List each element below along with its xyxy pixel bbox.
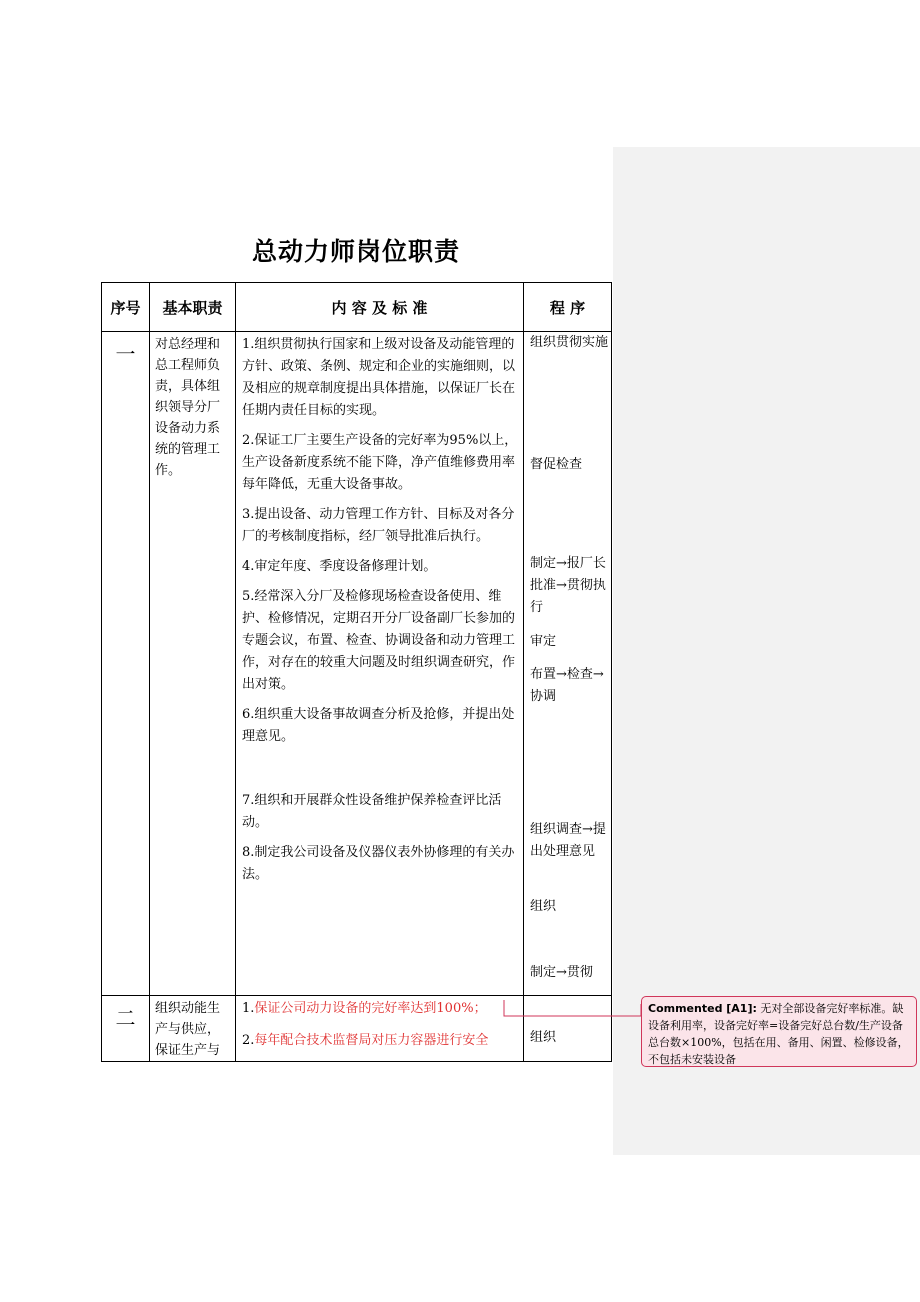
- list-item: 1.组织贯彻执行国家和上级对设备及动能管理的方针、政策、条例、规定和企业的实施细则，以及相应的规章制度提出具体措施，以保证厂长在任期内责任目标的实现。: [242, 337, 516, 418]
- procedure-text: 组织调查→提出处理意见: [530, 822, 606, 859]
- row-number: 一: [115, 342, 136, 366]
- table-row: [102, 996, 612, 1062]
- list-item: 2.保证工厂主要生产设备的完好率为95%以上，生产设备新度系统不能下降，净产值维修费用率每年降低，无重大设备事故。: [242, 433, 518, 492]
- content-cell: [236, 996, 524, 1062]
- duty-cell: [150, 996, 236, 1062]
- duty-table: [101, 282, 612, 1062]
- header-procedure: 程 序: [524, 283, 612, 332]
- list-item: 3.提出设备、动力管理工作方针、目标及对各分厂的考核制度指标，经厂领导批准后执行。: [242, 507, 515, 544]
- procedure-text: 组织: [530, 1030, 557, 1045]
- page-title: 总动力师岗位职责: [251, 237, 460, 266]
- procedure-text: 布置→检查→协调: [530, 667, 604, 704]
- row-number-cell: [102, 996, 150, 1062]
- list-item: 7.组织和开展群众性设备维护保养检查评比活动。: [242, 793, 502, 830]
- list-item: 8.制定我公司设备及仪器仪表外协修理的有关办法。: [242, 845, 515, 882]
- row-number: 二: [115, 1006, 136, 1030]
- header-no: 序号: [102, 283, 150, 332]
- list-item: 2.每年配合技术监督局对压力容器进行安全: [242, 1033, 489, 1048]
- content-cell: [236, 332, 524, 996]
- table-row: [102, 332, 612, 996]
- list-item: 5.经常深入分厂及检修现场检查设备使用、维护、检修情况，定期召开分厂设备副厂长参加的专题会议，布置、检查、协调设备和动力管理工作，对存在的较重大问题及时组织调查研究，作出对策。: [242, 589, 516, 692]
- row-number-cell: [102, 332, 150, 996]
- procedure-text: 组织: [530, 899, 557, 914]
- procedure-text: 督促检查: [530, 457, 583, 472]
- procedure-text: 审定: [530, 634, 557, 649]
- header-content: 内 容 及 标 准: [236, 283, 524, 332]
- duty-text: 组织动能生产与供应，保证生产与: [155, 1001, 221, 1058]
- comment-label: Commented [A1]:: [648, 1002, 757, 1015]
- duty-text: 对总经理和总工程师负责，具体组织领导分厂设备动力系统的管理工作。: [155, 337, 221, 478]
- procedure-cell: [524, 332, 612, 996]
- comment-text: 无对全部设备完好率标准。缺设备利用率，设备完好率=设备完好总台数/生产设备总台数×100%，包括在用、备用、闲置、检修设备，不包括未安装设备: [648, 1002, 909, 1066]
- commented-text: 保证公司动力设备的完好率达到100%；: [254, 1001, 487, 1016]
- table-header-row: [102, 283, 612, 332]
- procedure-cell: [524, 996, 612, 1062]
- procedure-text: 制定→报厂长批准→贯彻执行: [530, 556, 606, 615]
- list-item: 6.组织重大设备事故调查分析及抢修，并提出处理意见。: [242, 707, 515, 744]
- procedure-text: 制定→贯彻: [530, 965, 593, 980]
- header-duty: 基本职责: [150, 283, 236, 332]
- list-item: 4.审定年度、季度设备修理计划。: [242, 559, 437, 574]
- procedure-text: 组织贯彻实施: [530, 335, 609, 350]
- duty-cell: [150, 332, 236, 996]
- comment-balloon[interactable]: [641, 996, 917, 1067]
- list-item: 1.保证公司动力设备的完好率达到100%；: [242, 1001, 487, 1016]
